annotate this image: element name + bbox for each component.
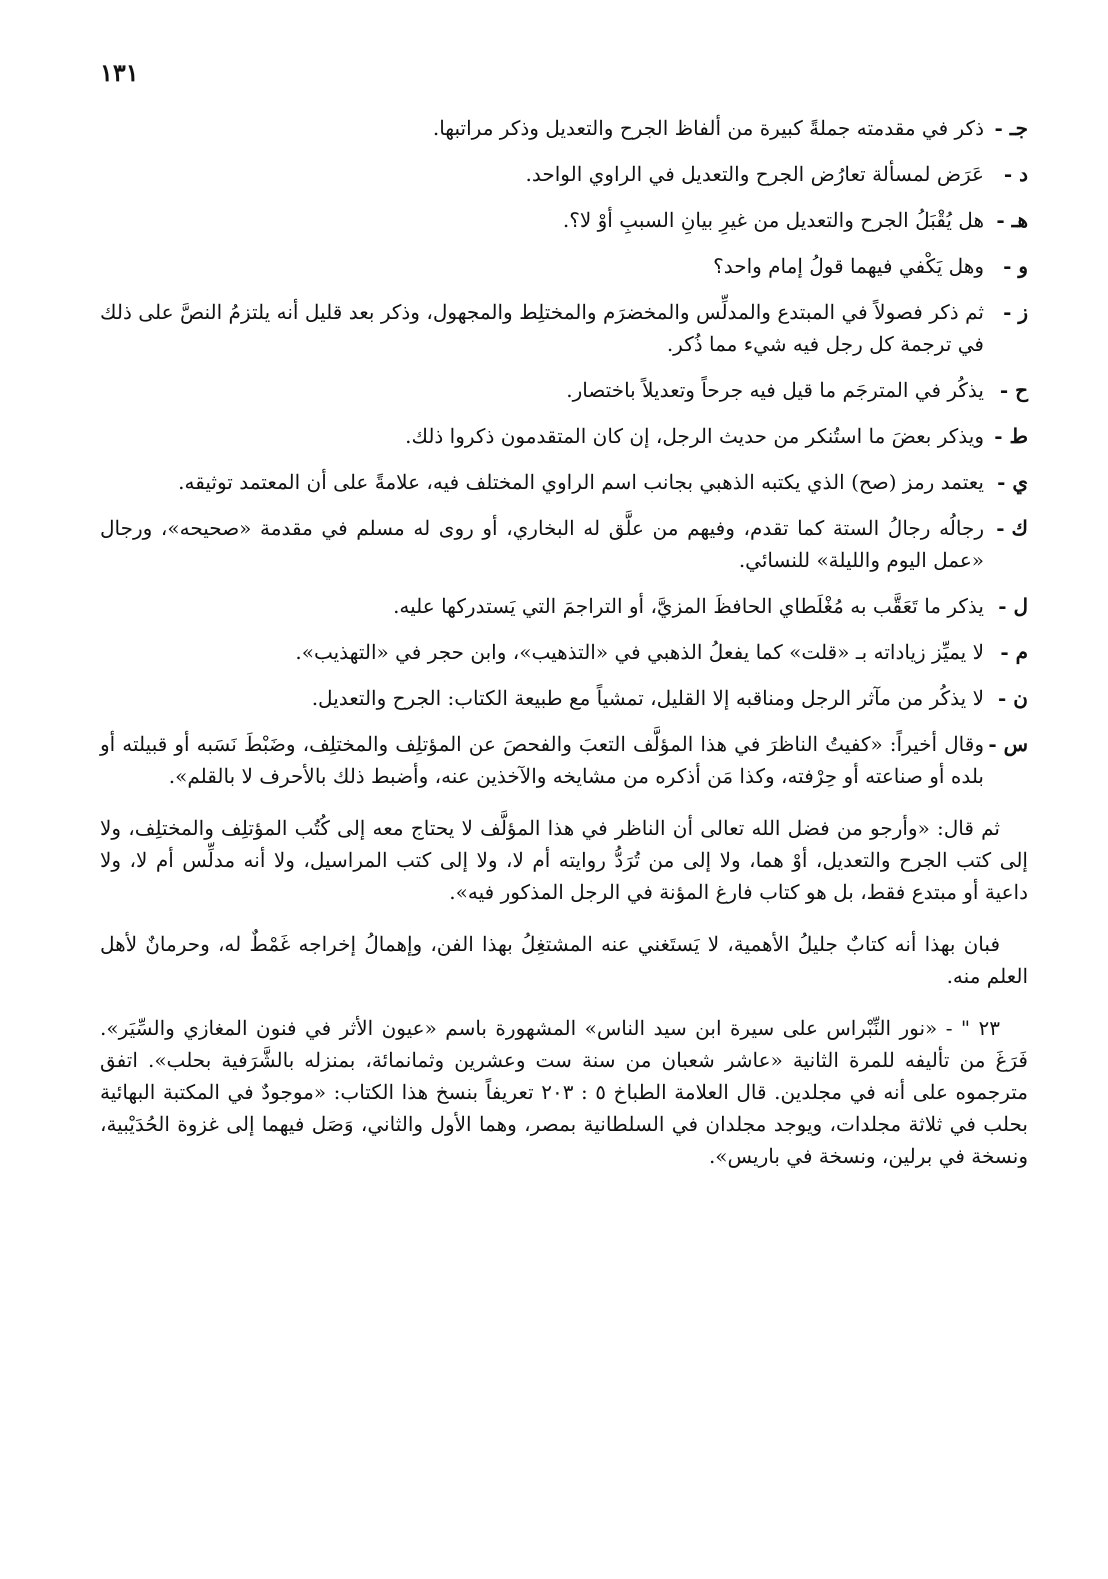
list-item-text: هل يُقْبَلُ الجرح والتعديل من غيرِ بيانِ السببِ أوْ لا؟. [562,208,984,232]
list-marker: د - [1003,162,1028,186]
list-item [100,420,1028,452]
list-marker: ز - [1003,300,1028,324]
list-item-text: لا يذكُر من مآثر الرجل ومناقبه إلا القليل، تمشياً مع طبيعة الكتاب: الجرح والتعديل. [311,686,984,710]
list-item [100,296,1028,360]
list-marker: هـ - [996,208,1028,232]
list-item-text: رجالُه رجالُ الستة كما تقدم، وفيهم من علَّق له البخاري، أو روى له مسلم في مقدمة «صحيحه»، ورجال «عمل اليوم والليلة» للنسائي. [100,516,984,572]
body-paragraph: ثم قال: «وأرجو من فضل الله تعالى أن الناظر في هذا المؤلَّف لا يحتاج معه إلى كُتُب المؤتلِف والمختلِف، ولا إلى كتب الجرح والتعديل، أوْ هما، ولا إلى من تُرَدُّ روايته أم لا، ولا إلى كتب المراسيل، ولا أنه مدلِّس أم لا، ولا داعية أو مبتدع فقط، بل هو كتاب فارغ المؤنة في الرجل المذكور فيه». [100,816,1028,904]
list-item-text: وهل يَكْفي فيهما قولُ إمام واحد؟ [713,254,984,278]
list-item [100,250,1028,282]
list-item [100,590,1028,622]
list-item [100,112,1028,144]
list-item-text: يذكُر في المترجَم ما قيل فيه جرحاً وتعديلاً باختصار. [566,378,984,402]
list-marker: ك - [996,516,1028,540]
body-paragraph: فبان بهذا أنه كتابٌ جليلُ الأهمية، لا يَستَغني عنه المشتغِلُ بهذا الفن، وإهمالُ إخراجه غَمْطٌ له، وحرمانٌ لأهل العلم منه. [100,932,1028,988]
list-marker: ن - [998,686,1028,710]
list-item-text: وقال أخيراً: «كفيتُ الناظرَ في هذا المؤلَّف التعبَ والفحصَ عن المؤتلِف والمختلِف، وضَبْطَ نَسَبه أو قبيلته أو بلده أو صناعته أو حِرْفته، وكذا مَن أذكره من مشايخه والآخذين عنه، وأضبط ذلك بالأحرف لا بالقلم». [100,732,984,788]
list-marker: جـ - [994,116,1028,140]
list-item-text: يعتمد رمز (صح) الذي يكتبه الذهبي بجانب اسم الراوي المختلف فيه، علامةً على أن المعتمد توثيقه. [178,470,984,494]
list-item-text: لا يميِّز زياداته بـ «قلت» كما يفعلُ الذهبي في «التذهيب»، وابن حجر في «التهذيب». [295,640,984,664]
list-marker: س - [988,732,1028,756]
list-item-text: ذكر في مقدمته جملةً كبيرة من ألفاظ الجرح والتعديل وذكر مراتبها. [432,116,984,140]
list-item-text: عَرَض لمسألة تعارُض الجرح والتعديل في الراوي الواحد. [525,162,984,186]
list-item [100,374,1028,406]
list-marker: م - [1000,640,1028,664]
list-item [100,466,1028,498]
list-item [100,636,1028,668]
page-body [100,112,1028,1186]
list-marker: ط - [994,424,1028,448]
list-item-text: يذكر ما تَعَقَّب به مُغْلَطاي الحافظَ المزيَّ، أو التراجمَ التي يَستدركها عليه. [393,594,984,618]
list-item [100,512,1028,576]
list-item [100,728,1028,792]
list-item [100,204,1028,236]
list-item [100,158,1028,190]
list-item [100,682,1028,714]
list-marker: ح - [999,378,1028,402]
list-item-text: ويذكر بعضَ ما استُنكر من حديث الرجل، إن كان المتقدمون ذكروا ذلك. [405,424,984,448]
list-marker: ل - [998,594,1028,618]
page-number: ١٣١ [100,58,139,87]
list-marker: ي - [997,470,1028,494]
body-paragraph: ٢٣ " - «نور النِّبْراس على سيرة ابن سيد الناس» المشهورة باسم «عيون الأثر في فنون المغازي والسِّيَر». فَرَغَ من تأليفه للمرة الثانية «عاشر شعبان من سنة ست وعشرين وثمانمائة، بمنزله بالشَّرَفية بحلب». اتفق مترجموه على أنه في مجلدين. قال العلامة الطباخ ٥ : ٢٠٣ تعريفاً بنسخ هذا الكتاب: «موجودٌ في المكتبة البهائية بحلب في ثلاثة مجلدات، ويوجد مجلدان في السلطانية بمصر، وهما الأول والثاني، وَصَل فيهما إلى غزوة الحُدَيْبية، ونسخة في برلين، ونسخة في باريس». [100,1016,1029,1168]
list-item-text: ثم ذكر فصولاً في المبتدع والمدلِّس والمخضرَم والمختلِط والمجهول، وذكر بعد قليل أنه يلتزمُ النصَّ على ذلك في ترجمة كل رجل فيه شيء مما ذُكر. [100,300,984,356]
list-marker: و - [1003,254,1028,278]
